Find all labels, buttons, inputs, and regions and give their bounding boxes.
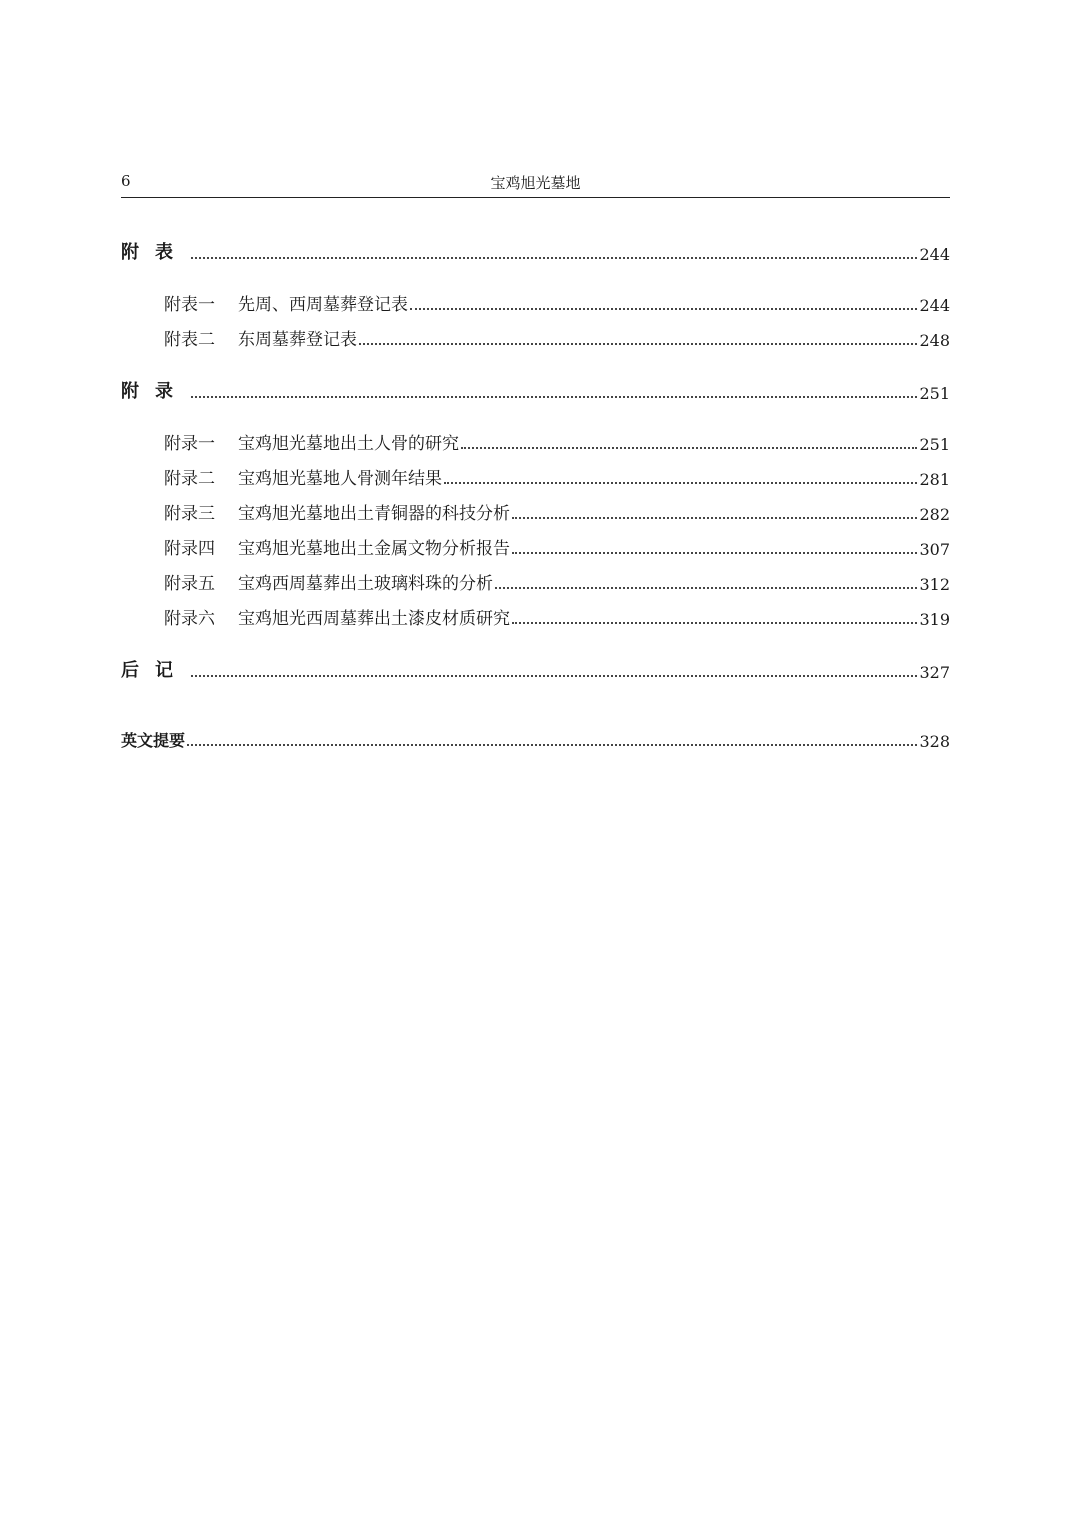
toc-entry-code: 附表二 [164,330,215,350]
toc-entry-fubiao[interactable] [121,240,950,264]
toc-entry-code: 附表一 [164,295,215,315]
toc-entry-code: 附录四 [164,539,215,559]
toc-entry-fulu-2[interactable] [164,465,950,489]
toc-entry-fulu-3[interactable] [164,500,950,524]
dot-leader [191,396,917,398]
toc-entry-fulu-6[interactable] [164,605,950,629]
toc-entry-page: 282 [919,505,950,524]
toc-entry-page: 328 [919,732,950,751]
toc-entry-page: 312 [919,575,950,594]
page-number: 6 [121,172,131,190]
running-title: 宝鸡旭光墓地 [490,174,581,192]
dot-leader [512,517,917,519]
toc-entry-houji[interactable] [121,658,950,682]
toc-entry-code: 附录五 [164,574,215,594]
header-rule [121,197,950,198]
dot-leader [410,308,917,310]
toc-entry-title: 宝鸡旭光墓地出土青铜器的科技分析 [238,504,510,524]
dot-leader [191,675,917,677]
toc-entry-page: 244 [919,245,950,264]
toc-entry-title: 宝鸡旭光墓地人骨测年结果 [238,469,442,489]
toc-entry-title: 宝鸡旭光墓地出土人骨的研究 [238,434,459,454]
toc-entry-abstract[interactable] [121,727,950,751]
toc-entry-page: 281 [919,470,950,489]
toc-entry-page: 248 [919,331,950,350]
toc-entry-title: 宝鸡旭光墓地出土金属文物分析报告 [238,539,510,559]
toc-entry-title: 宝鸡西周墓葬出土玻璃料珠的分析 [238,574,493,594]
toc-entry-code: 附录三 [164,504,215,524]
dot-leader [359,343,917,345]
dot-leader [512,622,917,624]
toc-entry-page: 244 [919,296,950,315]
toc-entry-title: 附表 [121,242,189,263]
dot-leader [187,744,917,746]
dot-leader [512,552,917,554]
toc-entry-title: 英文提要 [121,731,186,750]
toc-entry-page: 319 [919,610,950,629]
toc-entry-page: 251 [919,435,950,454]
dot-leader [461,447,917,449]
toc-entry-title: 先周、西周墓葬登记表 [238,295,408,315]
toc-entry-title: 后记 [121,660,189,681]
toc-entry-fulu-4[interactable] [164,535,950,559]
toc-entry-page: 307 [919,540,950,559]
toc-entry-code: 附录二 [164,469,215,489]
dot-leader [495,587,917,589]
toc-entry-fulu[interactable] [121,379,950,403]
page-header [121,172,950,198]
toc-entry-title: 东周墓葬登记表 [238,330,357,350]
dot-leader [191,257,917,259]
toc-entry-title: 宝鸡旭光西周墓葬出土漆皮材质研究 [238,609,510,629]
toc-entry-code: 附录六 [164,609,215,629]
toc-entry-fulu-5[interactable] [164,570,950,594]
toc-entry-fubiao-1[interactable] [164,291,950,315]
toc-entry-fulu-1[interactable] [164,430,950,454]
toc-entry-fubiao-2[interactable] [164,326,950,350]
toc-entry-code: 附录一 [164,434,215,454]
toc-entry-title: 附录 [121,381,189,402]
dot-leader [444,482,917,484]
toc-entry-page: 327 [919,663,950,682]
toc-entry-page: 251 [919,384,950,403]
